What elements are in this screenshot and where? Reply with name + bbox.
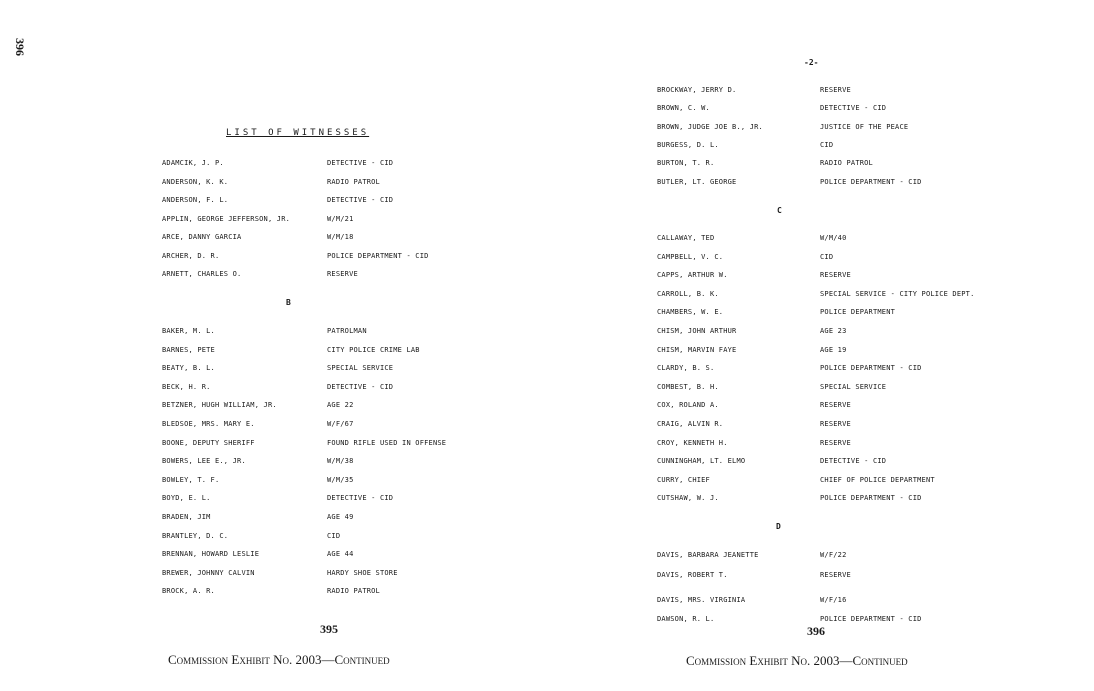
witness-description: DETECTIVE - CID xyxy=(327,494,394,503)
witness-name: CAPPS, ARTHUR W. xyxy=(657,271,728,280)
witness-name: CHAMBERS, W. E. xyxy=(657,308,724,317)
witness-name: CAMPBELL, V. C. xyxy=(657,252,724,261)
witness-description: SPECIAL SERVICE - CITY POLICE DEPT. xyxy=(820,289,975,298)
witness-description: W/F/22 xyxy=(820,551,847,559)
witness-description: POLICE DEPARTMENT xyxy=(820,308,896,317)
witness-name: ANDERSON, K. K. xyxy=(162,177,229,186)
witness-description: W/F/67 xyxy=(327,420,354,428)
witness-description: DETECTIVE - CID xyxy=(327,159,394,167)
witness-description: RADIO PATROL xyxy=(327,587,380,596)
witness-description: DETECTIVE - CID xyxy=(327,196,394,204)
witness-description: W/M/18 xyxy=(327,233,354,241)
section-letter-c: C xyxy=(777,206,782,215)
witness-description: JUSTICE OF THE PEACE xyxy=(820,122,909,131)
witness-description: DETECTIVE - CID xyxy=(327,382,394,391)
witness-description: RADIO PATROL xyxy=(327,177,380,186)
witness-name: BETZNER, HUGH WILLIAM, JR. xyxy=(162,401,277,410)
page-marker: -2- xyxy=(804,58,819,67)
witness-description: POLICE DEPARTMENT - CID xyxy=(327,251,429,260)
witness-name: APPLIN, GEORGE JEFFERSON, JR. xyxy=(162,214,291,223)
witness-name: COX, ROLAND A. xyxy=(657,401,719,410)
witness-name: ANDERSON, F. L. xyxy=(162,196,229,204)
witness-name: CUTSHAW, W. J. xyxy=(657,494,719,503)
witness-description: RESERVE xyxy=(820,438,851,447)
witness-description: W/F/16 xyxy=(820,596,847,604)
witness-name: CARROLL, B. K. xyxy=(657,289,719,298)
witness-description: RESERVE xyxy=(820,420,851,428)
section-letter-b: B xyxy=(286,298,291,307)
witness-name: CUNNINGHAM, LT. ELMO xyxy=(657,457,746,466)
witness-name: ARCE, DANNY GARCIA xyxy=(162,233,242,241)
witness-description: CID xyxy=(820,252,834,261)
witness-description: POLICE DEPARTMENT - CID xyxy=(820,494,922,503)
witness-description: CID xyxy=(820,140,834,149)
witness-name: BREWER, JOHNNY CALVIN xyxy=(162,568,255,577)
witness-name: BOWERS, LEE E., JR. xyxy=(162,457,246,466)
witness-description: W/M/21 xyxy=(327,214,354,223)
witness-name: CLARDY, B. S. xyxy=(657,364,715,373)
witness-description: CHIEF OF POLICE DEPARTMENT xyxy=(820,475,935,484)
witness-description: AGE 49 xyxy=(327,513,354,521)
witness-name: DAVIS, ROBERT T. xyxy=(657,571,728,579)
witness-description: RADIO PATROL xyxy=(820,159,873,168)
witness-name: CURRY, CHIEF xyxy=(657,475,710,484)
witness-description: RESERVE xyxy=(820,271,851,280)
witness-description: FOUND RIFLE USED IN OFFENSE xyxy=(327,438,447,447)
witness-description: HARDY SHOE STORE xyxy=(327,568,398,577)
witness-name: BUTLER, LT. GEORGE xyxy=(657,177,737,186)
side-page-number: 396 xyxy=(13,38,27,56)
witness-name: CHISM, MARVIN FAYE xyxy=(657,345,737,354)
page-number-right: 396 xyxy=(807,624,825,638)
witness-name: BURTON, T. R. xyxy=(657,159,715,168)
witness-description: RESERVE xyxy=(820,571,851,579)
witness-name: DAVIS, BARBARA JEANETTE xyxy=(657,551,759,559)
witness-name: CRAIG, ALVIN R. xyxy=(657,420,724,428)
exhibit-caption-left: Commission Exhibit No. 2003—Continued xyxy=(168,652,390,667)
witness-description: RESERVE xyxy=(327,270,358,278)
witness-name: DAVIS, MRS. VIRGINIA xyxy=(657,596,746,604)
witness-name: BAKER, M. L. xyxy=(162,327,215,335)
witness-description: POLICE DEPARTMENT - CID xyxy=(820,615,922,623)
witness-name: BROWN, JUDGE JOE B., JR. xyxy=(657,122,763,131)
witness-name: BOWLEY, T. F. xyxy=(162,475,220,484)
section-letter-d: D xyxy=(776,522,781,531)
witness-description: W/M/38 xyxy=(327,457,354,466)
witness-name: CROY, KENNETH H. xyxy=(657,438,728,447)
witness-name: BURGESS, D. L. xyxy=(657,140,719,149)
witness-description: RESERVE xyxy=(820,86,851,94)
witness-name: DAWSON, R. L. xyxy=(657,615,715,623)
witness-description: W/M/35 xyxy=(327,475,354,484)
witness-description: AGE 23 xyxy=(820,327,847,335)
right-page xyxy=(547,0,1094,691)
witness-description: CITY POLICE CRIME LAB xyxy=(327,345,420,354)
witness-name: BEATY, B. L. xyxy=(162,364,215,373)
witness-description: DETECTIVE - CID xyxy=(820,104,887,113)
witness-name: BROCK, A. R. xyxy=(162,587,215,596)
witness-name: BRADEN, JIM xyxy=(162,513,211,521)
witness-name: BOYD, E. L. xyxy=(162,494,211,503)
witness-description: W/M/40 xyxy=(820,234,847,242)
witness-name: BRENNAN, HOWARD LESLIE xyxy=(162,550,260,559)
witness-description: SPECIAL SERVICE xyxy=(327,364,394,373)
witness-name: CALLAWAY, TED xyxy=(657,234,715,242)
witness-description: CID xyxy=(327,531,341,540)
witness-name: BARNES, PETE xyxy=(162,345,215,354)
witness-description: DETECTIVE - CID xyxy=(820,457,887,466)
witness-name: BECK, H. R. xyxy=(162,382,211,391)
witness-description: POLICE DEPARTMENT - CID xyxy=(820,177,922,186)
witness-description: POLICE DEPARTMENT - CID xyxy=(820,364,922,373)
witness-name: ARCHER, D. R. xyxy=(162,251,220,260)
witness-description: SPECIAL SERVICE xyxy=(820,382,887,391)
witness-name: BROCKWAY, JERRY D. xyxy=(657,86,737,94)
witness-name: BOONE, DEPUTY SHERIFF xyxy=(162,438,255,447)
witness-description: AGE 44 xyxy=(327,550,354,559)
witness-name: COMBEST, B. H. xyxy=(657,382,719,391)
witness-name: BLEDSOE, MRS. MARY E. xyxy=(162,420,255,428)
exhibit-caption-right: Commission Exhibit No. 2003—Continued xyxy=(686,653,908,668)
witness-name: BRANTLEY, D. C. xyxy=(162,531,229,540)
witness-description: AGE 22 xyxy=(327,401,354,410)
witness-description: RESERVE xyxy=(820,401,851,410)
witness-name: BROWN, C. W. xyxy=(657,104,710,113)
witness-name: ARNETT, CHARLES O. xyxy=(162,270,242,278)
witness-name: ADAMCIK, J. P. xyxy=(162,159,224,167)
list-title: LIST OF WITNESSES xyxy=(226,128,370,138)
page-number-left: 395 xyxy=(320,622,338,636)
witness-description: AGE 19 xyxy=(820,345,847,354)
witness-description: PATROLMAN xyxy=(327,327,367,335)
witness-name: CHISM, JOHN ARTHUR xyxy=(657,327,737,335)
